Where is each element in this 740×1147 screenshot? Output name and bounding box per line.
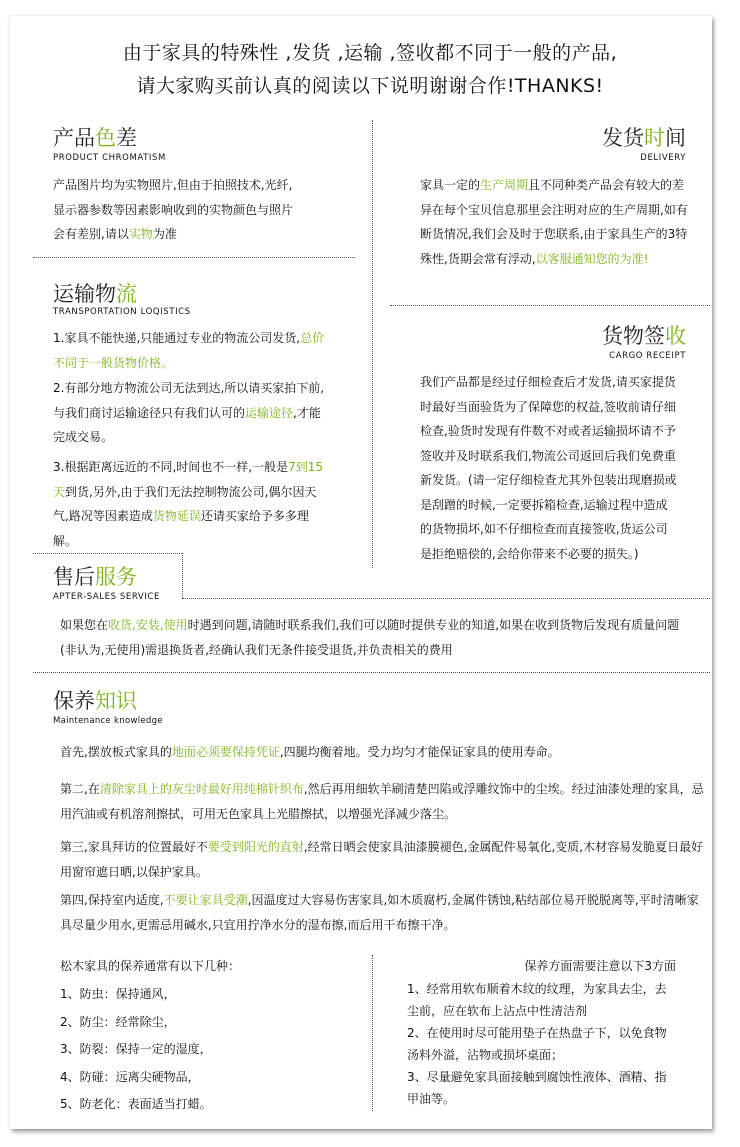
pine-item: 2、防尘：经常除尘， [60,1015,176,1029]
headline-line-2: 请大家购买前认真的阅读以下说明谢谢合作!THANKS! [136,75,604,97]
column-divider [372,120,373,568]
maintenance-title: 保养知识 [53,689,137,713]
divider [33,672,710,673]
logistics-item-1: 1.家具不能快递,只能通过专业的物流公司发货,总价不同于一般货物价格。 [53,331,325,370]
divider [390,305,710,306]
care-item: 3、尽量避免家具面接触到腐蚀性液体、酒精、指甲油等。 [407,1070,667,1106]
chromatism-subtitle: PRODUCT CHROMATISM [53,153,166,163]
after-sales-subtitle: APTER-SALES SERVICE [53,592,160,602]
receipt-text: 我们产品都是经过仔细检查后才发货,请买家提货时最好当面验货为了保障您的权益,签收前请仔细检查,验货时发现有件数不对或者运输损坏请不予签收并及时联系我们,物流公司返回后我们免费重新发货。(请一定仔细检查尤其外包装出现磨损或是刮蹭的时候,一定要拆箱检查,运输过程中造成的货物损坏,如不仔细检查而直接签收,货运公司是拒绝赔偿的,会给你带来不必要的损失。) [420,375,677,561]
delivery-title: 发货时间 [602,126,686,150]
receipt-subtitle: CARGO RECEIPT [609,351,686,361]
maintenance-third: 第三,家具拜访的位置最好不要受到阳光的直射,经常日晒会使家具油漆膜褪色,金属配件易氧化,变质,木材容易发脆夏日最好用窗帘遮日晒,以保护家具。 [60,840,704,879]
divider [33,257,355,258]
pine-item: 4、防碰：远离尖硬物品， [60,1070,200,1084]
divider [33,553,182,554]
after-sales-text: 如果您在收货,安装,使用时遇到问题,请随时联系我们,我们可以随时提供专业的知道,如果在收到货物后发现有质量问题(非认为,无使用)需退换货者,经确认我们无条件接受退货,并负责相关的费用 [60,618,680,657]
logistics-subtitle: TRANSPORTATION LOQISTICS [53,307,191,317]
pine-item: 5、防老化：表面适当打蜡。 [60,1097,212,1111]
headline-line-1: 由于家具的特殊性 ,发货 ,运输 ,签收都不同于一般的产品, [122,42,618,64]
logistics-item-3: 3.根据距离远近的不同,时间也不一样,一般是7到15天到货,另外,由于我们无法控制物流公司,偶尔因天气,路况等因素造成货物延误还请买家给予多多理解。 [53,460,323,548]
pine-title: 松木家具的保养通常有以下几种： [60,959,241,973]
maintenance-fourth: 第四,保持室内适度,不要让家具受潮,因温度过大容易伤害家具,如木质腐朽,金属件锈蚀,粘结部位易开脱脱离等,平时清晰家具尽量少用水,更需忌用碱水,只宜用拧净水分的湿布擦,而后用干布擦干净。 [60,893,699,932]
receipt-title: 货物签收 [602,324,686,348]
care-item: 2、在使用时尽可能用垫子在热盘子下，以免食物汤料外溢，沾物或损坏桌面； [407,1026,667,1062]
maintenance-second: 第二,在清除家具上的灰尘时最好用纯棉针织布,然后再用细软羊刷清楚凹陷或浮雕纹饰中的尘埃。经过油漆处理的家具，忌用汽油或有机溶剂擦拭，可用无色家具上光腊擦拭，以增强光泽减少落尘。 [60,782,704,821]
care-item: 1、经常用软布顺着木纹的纹理，为家具去尘，去尘前，应在软布上沾点中性清洁剂 [407,982,667,1018]
delivery-text: 家具一定的生产周期且不同种类产品会有较大的差异在每个宝贝信息那里会注明对应的生产周期,如有断货情况,我们会及时于您联系,由于家具生产的3特殊性,货期会常有浮动,以客服通知您的为准! [420,178,688,266]
pine-item: 1、防虫：保持通风， [60,987,176,1001]
logistics-item-2: 2.有部分地方物流公司无法到达,所以请买家拍下前,与我们商讨运输途径只有我们认可的运输途径,才能完成交易。 [53,381,325,444]
care-title: 保养方面需要注意以下3方面 [524,959,676,973]
column-divider [372,955,373,1111]
delivery-subtitle: DELIVERY [640,153,686,163]
chromatism-title: 产品色差 [53,126,137,150]
divider [182,553,183,598]
pine-item: 3、防裂：保持一定的湿度， [60,1042,212,1056]
chromatism-text: 产品图片均为实物照片,但由于拍照技术,光纤, 显示器参数等因素影响收到的实物颜色与照片 会有差别,请以实物为准 [53,178,294,241]
maintenance-first: 首先,摆放板式家具的地面必须要保持凭证,四腿均衡着地。受力均匀才能保证家具的使用寿命。 [60,745,560,759]
maintenance-subtitle: Maintenance knowledge [53,716,163,726]
logistics-title: 运输物流 [53,282,137,306]
after-sales-title: 售后服务 [53,565,137,589]
divider [182,598,710,599]
